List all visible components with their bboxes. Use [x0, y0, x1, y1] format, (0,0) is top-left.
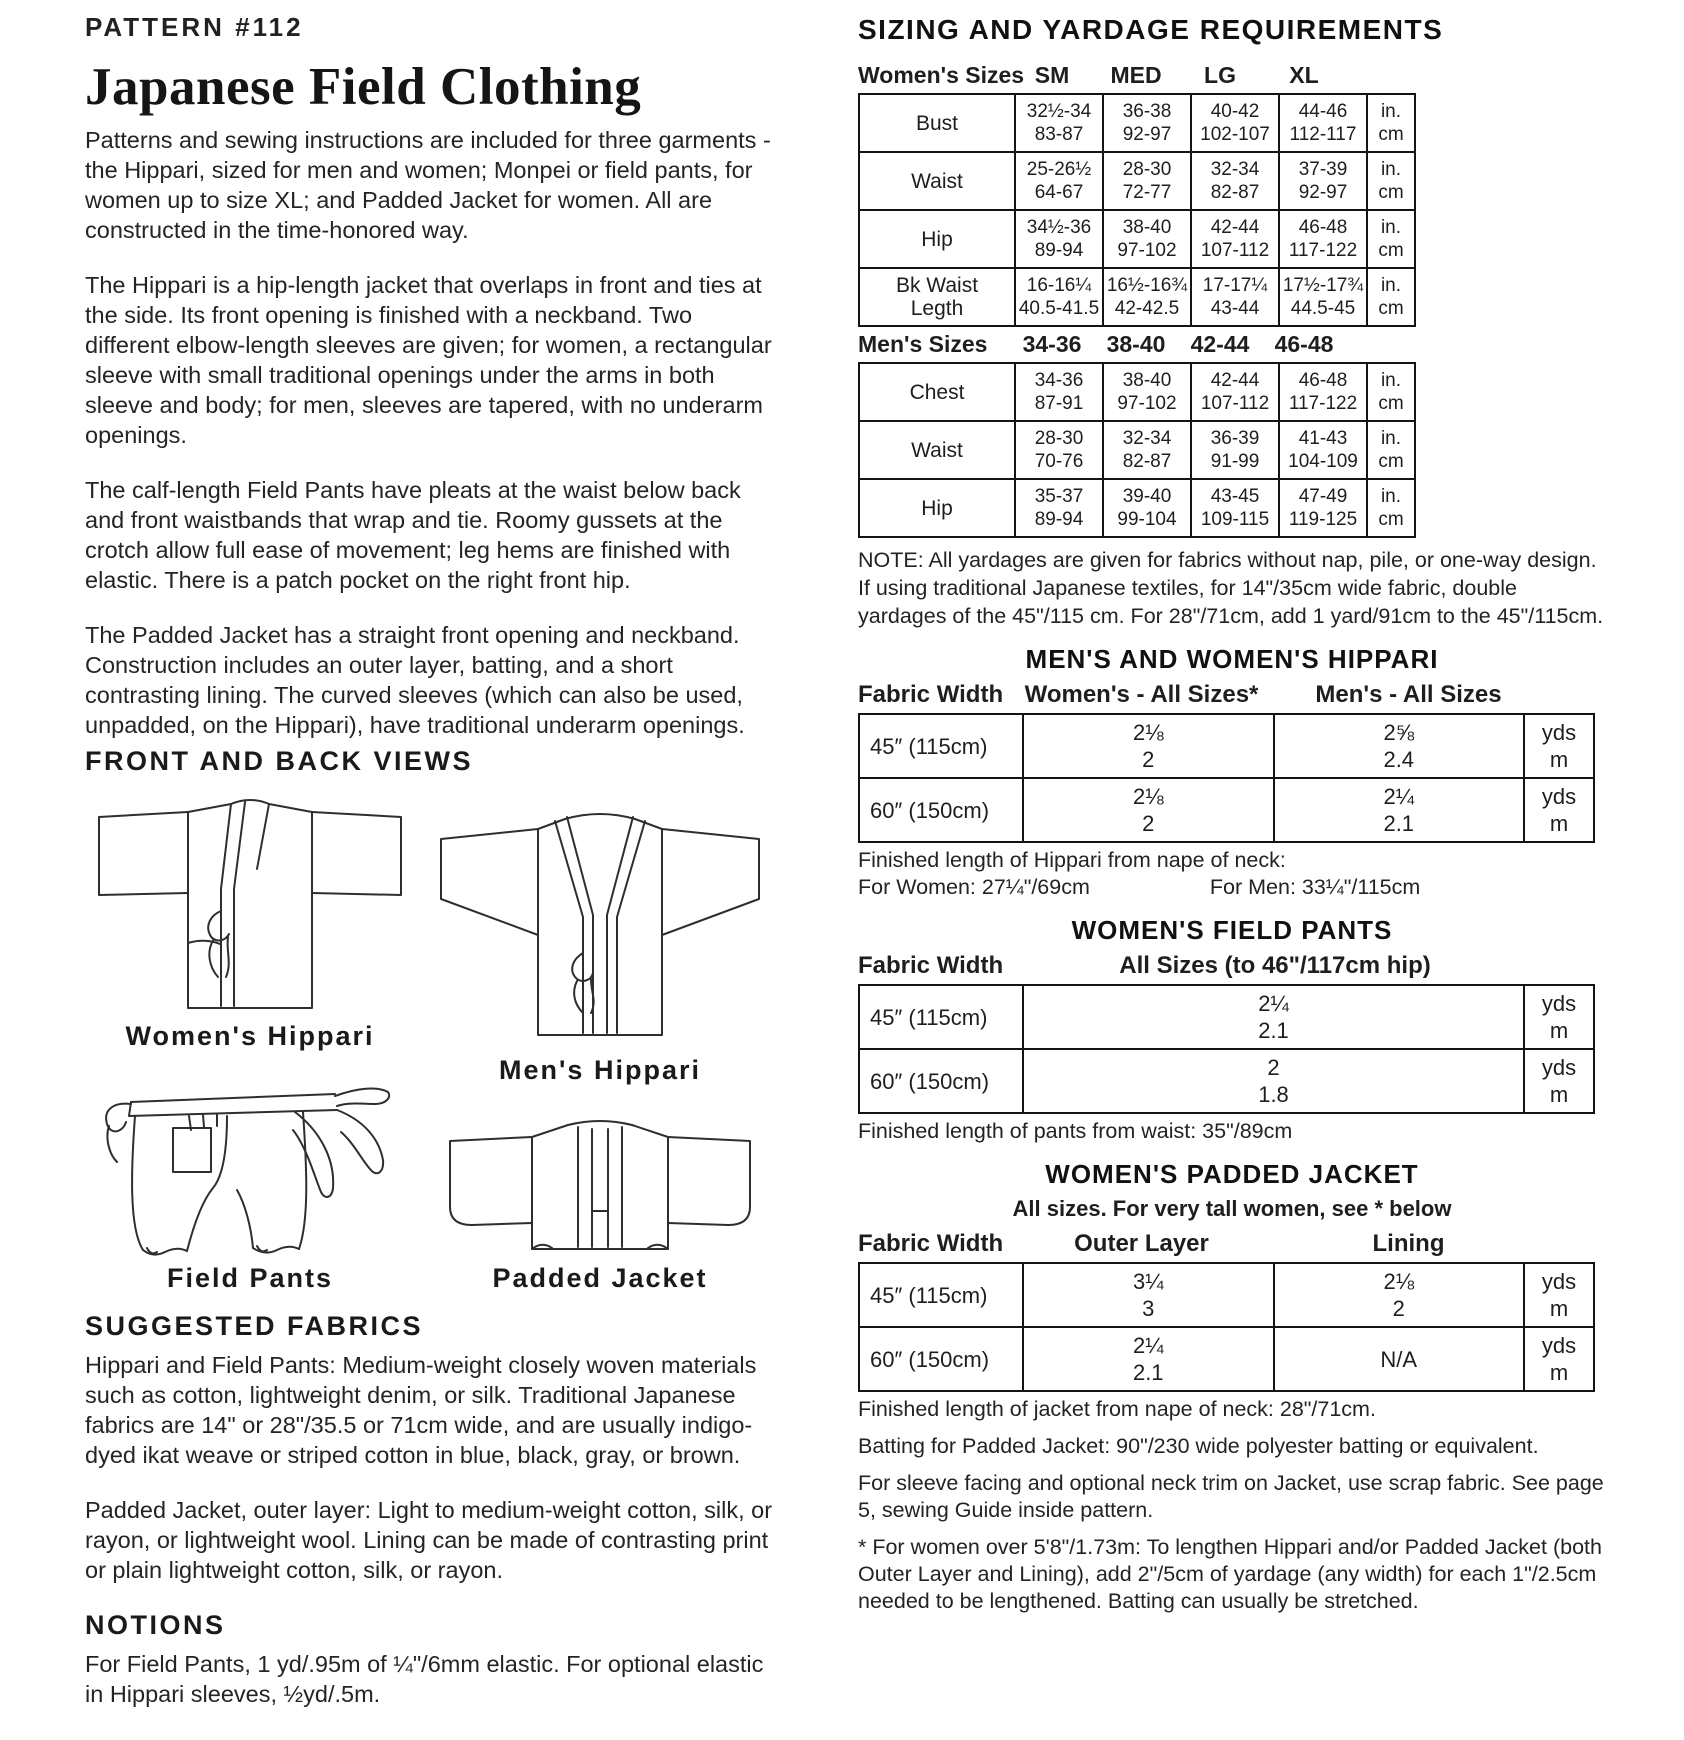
size-cell: 17-17¼	[1202, 275, 1268, 296]
pattern-number: PATTERN #112	[85, 12, 304, 42]
size-cell: 28-30	[1034, 428, 1084, 449]
yardage-cell: 2¼	[1258, 991, 1289, 1016]
size-cell: 83-87	[1034, 124, 1084, 145]
size-cell: 46-48	[1298, 370, 1348, 391]
table-row	[859, 268, 1415, 326]
fabrics-heading: SUGGESTED FABRICS	[85, 1311, 424, 1341]
unit-cell: m	[1549, 1296, 1569, 1321]
pants-heading: WOMEN'S FIELD PANTS	[1071, 915, 1393, 945]
size-cell: 109-115	[1200, 509, 1270, 530]
size-cell: 46-48	[1298, 217, 1348, 238]
size-cell: 41-43	[1298, 428, 1348, 449]
yardage-cell: 2	[1142, 811, 1155, 836]
unit-cell: cm	[1378, 240, 1404, 261]
front-and-back-views	[85, 785, 777, 1297]
mens-sizes-label: Men's Sizes	[858, 331, 988, 357]
unit-cell: in.	[1380, 275, 1402, 296]
size-col-38-40: 38-40	[1106, 331, 1166, 357]
size-cell: 104-109	[1288, 451, 1358, 472]
col-fabric-width: Fabric Width	[858, 681, 1004, 708]
fabrics-paragraph-1: Hippari and Field Pants: Medium-weight closely woven materials such as cotton, lightweight denim, or silk. Traditional Japanese fabrics are 14" or 28"/35.5 or 71cm wide, and are usually indigo-dyed ikat weave or striped cotton in blue, black, gray, or brown.	[85, 1352, 757, 1468]
size-cell: 117-122	[1288, 393, 1358, 414]
size-col-46-48: 46-48	[1274, 331, 1334, 357]
size-cell: 32-34	[1210, 159, 1260, 180]
jacket-heading: WOMEN'S PADDED JACKET	[1045, 1159, 1419, 1189]
row-label: Legth	[910, 297, 964, 320]
size-col-sm: SM	[1034, 62, 1070, 88]
mens-sizes-table	[858, 362, 1416, 538]
size-cell: 47-49	[1298, 486, 1348, 507]
unit-cell: cm	[1378, 182, 1404, 203]
table-row	[859, 714, 1594, 778]
womens-sizes-label: Women's Sizes	[858, 62, 1025, 88]
mens-sizes-header	[858, 331, 1606, 358]
col-outer-layer: Outer Layer	[1074, 1230, 1209, 1257]
table-row	[859, 363, 1415, 421]
table-row	[859, 1327, 1594, 1391]
pants-yardage-table	[858, 984, 1595, 1114]
row-label: 45″ (115cm)	[870, 1282, 988, 1308]
table-row	[859, 985, 1594, 1049]
row-label: Hip	[921, 496, 953, 520]
unit-cell: yds	[1541, 1333, 1577, 1358]
size-cell: 32½-34	[1026, 101, 1092, 122]
notions-text: For Field Pants, 1 yd/.95m of ¼"/6mm elastic. For optional elastic in Hippari sleeves, ½yd/.5m.	[85, 1651, 764, 1707]
row-label: Bk Waist	[895, 274, 979, 297]
hippari-col-headers	[858, 681, 1606, 709]
size-cell: 38-40	[1122, 370, 1172, 391]
size-cell: 107-112	[1200, 240, 1270, 261]
unit-cell: yds	[1541, 1055, 1577, 1080]
jacket-note-finished-length: Finished length of jacket from nape of neck: 28"/71cm.	[858, 1397, 1376, 1421]
view-label-mens-hippari: Men's Hippari	[499, 1055, 701, 1085]
hippari-finished-length-values	[858, 874, 1606, 901]
size-cell: 16½-16¾	[1106, 275, 1188, 296]
jacket-note-sleeve-facing: For sleeve facing and optional neck trim on Jacket, use scrap fabric. See page 5, sewing Guide inside pattern.	[858, 1471, 1604, 1522]
size-cell: 38-40	[1122, 217, 1172, 238]
hippari-yardage-table	[858, 713, 1595, 843]
intro-paragraph-1: Patterns and sewing instructions are included for three garments - the Hippari, sized for men and women; Monpei or field pants, for women up to size XL; and Padded Jacket for women. All are constructed in the time-honored way.	[85, 127, 771, 243]
unit-cell: yds	[1541, 1269, 1577, 1294]
size-cell: 40-42	[1210, 101, 1260, 122]
unit-cell: yds	[1541, 784, 1577, 809]
padded-jacket-drawing	[440, 1115, 760, 1257]
yardage-cell: 2⅛	[1132, 784, 1164, 809]
size-cell: 34½-36	[1026, 217, 1092, 238]
unit-cell: m	[1549, 1360, 1569, 1385]
size-cell: 39-40	[1122, 486, 1172, 507]
unit-cell: in.	[1380, 370, 1402, 391]
unit-cell: cm	[1378, 298, 1404, 319]
size-cell: 42-44	[1210, 370, 1260, 391]
col-womens-all-sizes: Women's - All Sizes*	[1024, 681, 1259, 708]
size-cell: 99-104	[1117, 509, 1177, 530]
row-label: Waist	[911, 169, 963, 193]
size-col-xl: XL	[1289, 62, 1319, 88]
size-cell: 97-102	[1117, 240, 1177, 261]
row-label: Hip	[921, 227, 953, 251]
table-row	[859, 152, 1415, 210]
right-column	[858, 8, 1606, 1615]
size-cell: 16-16¼	[1026, 275, 1092, 296]
hippari-heading: MEN'S AND WOMEN'S HIPPARI	[1025, 644, 1439, 674]
size-cell: 117-122	[1288, 240, 1358, 261]
size-cell: 72-77	[1122, 182, 1172, 203]
yardage-cell: 2¼	[1132, 1333, 1164, 1358]
size-cell: 42-42.5	[1114, 298, 1180, 319]
table-row	[859, 1049, 1594, 1113]
yardage-cell: 2.1	[1132, 1360, 1164, 1385]
unit-cell: in.	[1380, 428, 1402, 449]
unit-cell: in.	[1380, 217, 1402, 238]
yardage-cell: 3	[1142, 1296, 1155, 1321]
yardage-cell: N/A	[1380, 1346, 1418, 1372]
col-all-sizes: All Sizes (to 46"/117cm hip)	[1119, 952, 1431, 979]
page-title: Japanese Field Clothing	[85, 58, 642, 116]
size-col-med: MED	[1110, 62, 1162, 88]
jacket-col-headers	[858, 1230, 1606, 1258]
size-cell: 44-46	[1298, 101, 1348, 122]
size-cell: 37-39	[1298, 159, 1348, 180]
row-label: Waist	[911, 438, 963, 462]
unit-cell: m	[1549, 1018, 1569, 1043]
view-label-womens-hippari: Women's Hippari	[125, 1021, 375, 1051]
row-label: 60″ (150cm)	[870, 1068, 990, 1094]
size-cell: 25-26½	[1026, 159, 1092, 180]
view-label-field-pants: Field Pants	[166, 1263, 334, 1293]
unit-cell: m	[1549, 747, 1569, 772]
unit-cell: m	[1549, 1082, 1569, 1107]
size-cell: 28-30	[1122, 159, 1172, 180]
intro-paragraph-2: The Hippari is a hip-length jacket that overlaps in front and ties at the side. Its front opening is finished with a neckband. Two different elbow-length sleeves are given; for women, a rectangular sleeve with small traditional openings under the arms in both sleeve and body; for men, sleeves are tapered, with no underarm openings.	[85, 272, 772, 448]
col-mens-all-sizes: Men's - All Sizes	[1315, 681, 1502, 708]
size-cell: 92-97	[1298, 182, 1348, 203]
table-row	[859, 778, 1594, 842]
row-label: 45″ (115cm)	[870, 733, 988, 759]
yardage-note: NOTE: All yardages are given for fabrics without nap, pile, or one-way design. If using traditional Japanese textiles, for 14"/35cm wide fabric, double yardages of the 45"/115 cm. For 28"/71cm, add 1 yard/91cm to the 45"/115cm.	[858, 548, 1604, 628]
row-label: Chest	[909, 380, 965, 404]
yardage-cell: 2	[1142, 747, 1155, 772]
size-cell: 34-36	[1034, 370, 1084, 391]
yardage-cell: 3¼	[1132, 1269, 1164, 1294]
pants-finished-length: Finished length of pants from waist: 35"/89cm	[858, 1119, 1293, 1143]
size-cell: 119-125	[1288, 509, 1358, 530]
unit-cell: in.	[1380, 486, 1402, 507]
size-cell: 43-45	[1210, 486, 1260, 507]
size-cell: 40.5-41.5	[1018, 298, 1100, 319]
col-lining: Lining	[1372, 1230, 1445, 1257]
size-cell: 89-94	[1034, 509, 1084, 530]
notions-heading: NOTIONS	[85, 1610, 226, 1640]
yardage-cell: 2¼	[1383, 784, 1415, 809]
mens-hippari-drawing	[425, 803, 775, 1048]
jacket-yardage-table	[858, 1262, 1595, 1392]
unit-cell: in.	[1380, 101, 1402, 122]
size-col-34-36: 34-36	[1022, 331, 1082, 357]
unit-cell: yds	[1541, 991, 1577, 1016]
row-label: 60″ (150cm)	[870, 1346, 990, 1372]
finished-length-women: For Women: 27¼"/69cm	[858, 875, 1090, 899]
row-label: 45″ (115cm)	[870, 1004, 988, 1030]
yardage-cell: 2.1	[1258, 1018, 1289, 1043]
size-cell: 82-87	[1122, 451, 1172, 472]
jacket-note-tall-women: * For women over 5'8"/1.73m: To lengthen Hippari and/or Padded Jacket (both Outer Layer and Lining), add 2"/5cm of yardage (any width) for each 1"/2.5cm needed to be lengthened. Batting can usually be stretched.	[858, 1535, 1602, 1613]
row-label: 60″ (150cm)	[870, 797, 990, 823]
table-row	[859, 421, 1415, 479]
unit-cell: yds	[1541, 720, 1577, 745]
size-cell: 97-102	[1117, 393, 1177, 414]
table-row	[859, 210, 1415, 268]
view-label-padded-jacket: Padded Jacket	[492, 1263, 708, 1293]
yardage-cell: 2.1	[1383, 811, 1415, 836]
size-cell: 42-44	[1210, 217, 1260, 238]
jacket-subheading: All sizes. For very tall women, see * below	[1012, 1196, 1452, 1221]
unit-cell: cm	[1378, 451, 1404, 472]
unit-cell: in.	[1380, 159, 1402, 180]
col-fabric-width: Fabric Width	[858, 1230, 1004, 1257]
size-cell: 35-37	[1034, 486, 1084, 507]
table-row	[859, 94, 1415, 152]
size-cell: 44.5-45	[1290, 298, 1356, 319]
size-cell: 70-76	[1034, 451, 1084, 472]
sizing-heading: SIZING AND YARDAGE REQUIREMENTS	[858, 14, 1444, 45]
yardage-cell: 1.8	[1258, 1082, 1289, 1107]
yardage-cell: 2	[1267, 1055, 1280, 1080]
unit-cell: m	[1549, 811, 1569, 836]
unit-cell: cm	[1378, 124, 1404, 145]
yardage-cell: 2.4	[1383, 747, 1415, 772]
intro-paragraph-3: The calf-length Field Pants have pleats at the waist below back and front waistbands that wrap and tie. Roomy gussets at the crotch allow full ease of movement; leg hems are finished with elastic. There is a patch pocket on the right front hip.	[85, 477, 741, 593]
size-cell: 112-117	[1289, 124, 1357, 145]
field-pants-drawing	[95, 1080, 405, 1260]
size-cell: 92-97	[1122, 124, 1172, 145]
size-col-lg: LG	[1204, 62, 1236, 88]
size-cell: 36-39	[1210, 428, 1260, 449]
womens-sizes-table	[858, 93, 1416, 327]
size-col-42-44: 42-44	[1190, 331, 1250, 357]
intro-paragraph-4: The Padded Jacket has a straight front opening and neckband. Construction includes an outer layer, batting, and a short contrasting lining. The curved sleeves (which can also be used, unpadded, on the Hippari), have traditional underarm openings.	[85, 622, 745, 738]
size-cell: 102-107	[1200, 124, 1270, 145]
size-cell: 64-67	[1034, 182, 1084, 203]
left-column	[85, 12, 777, 1734]
table-row	[859, 479, 1415, 537]
hippari-finished-length: Finished length of Hippari from nape of neck:	[858, 848, 1286, 872]
unit-cell: cm	[1378, 393, 1404, 414]
size-cell: 107-112	[1200, 393, 1270, 414]
views-heading: FRONT AND BACK VIEWS	[85, 746, 473, 776]
pants-col-headers	[858, 952, 1606, 980]
yardage-cell: 2⅛	[1132, 720, 1164, 745]
jacket-note-batting: Batting for Padded Jacket: 90"/230 wide polyester batting or equivalent.	[858, 1434, 1539, 1458]
yardage-cell: 2⅝	[1383, 720, 1415, 745]
size-cell: 89-94	[1034, 240, 1084, 261]
womens-hippari-drawing	[85, 791, 415, 1016]
womens-sizes-header	[858, 62, 1606, 89]
size-cell: 36-38	[1122, 101, 1172, 122]
unit-cell: cm	[1378, 509, 1404, 530]
row-label: Bust	[915, 111, 959, 135]
yardage-cell: 2	[1392, 1296, 1405, 1321]
col-fabric-width: Fabric Width	[858, 952, 1004, 979]
yardage-cell: 2⅛	[1383, 1269, 1415, 1294]
size-cell: 91-99	[1210, 451, 1260, 472]
size-cell: 17½-17¾	[1282, 275, 1364, 296]
size-cell: 82-87	[1210, 182, 1260, 203]
finished-length-men: For Men: 33¼"/115cm	[1209, 875, 1421, 899]
table-row	[859, 1263, 1594, 1327]
size-cell: 43-44	[1210, 298, 1260, 319]
fabrics-paragraph-2: Padded Jacket, outer layer: Light to medium-weight cotton, silk, or rayon, or lightweight wool. Lining can be made of contrasting print or plain lightweight cotton, silk, or rayon.	[85, 1497, 773, 1583]
size-cell: 32-34	[1122, 428, 1172, 449]
size-cell: 87-91	[1034, 393, 1084, 414]
